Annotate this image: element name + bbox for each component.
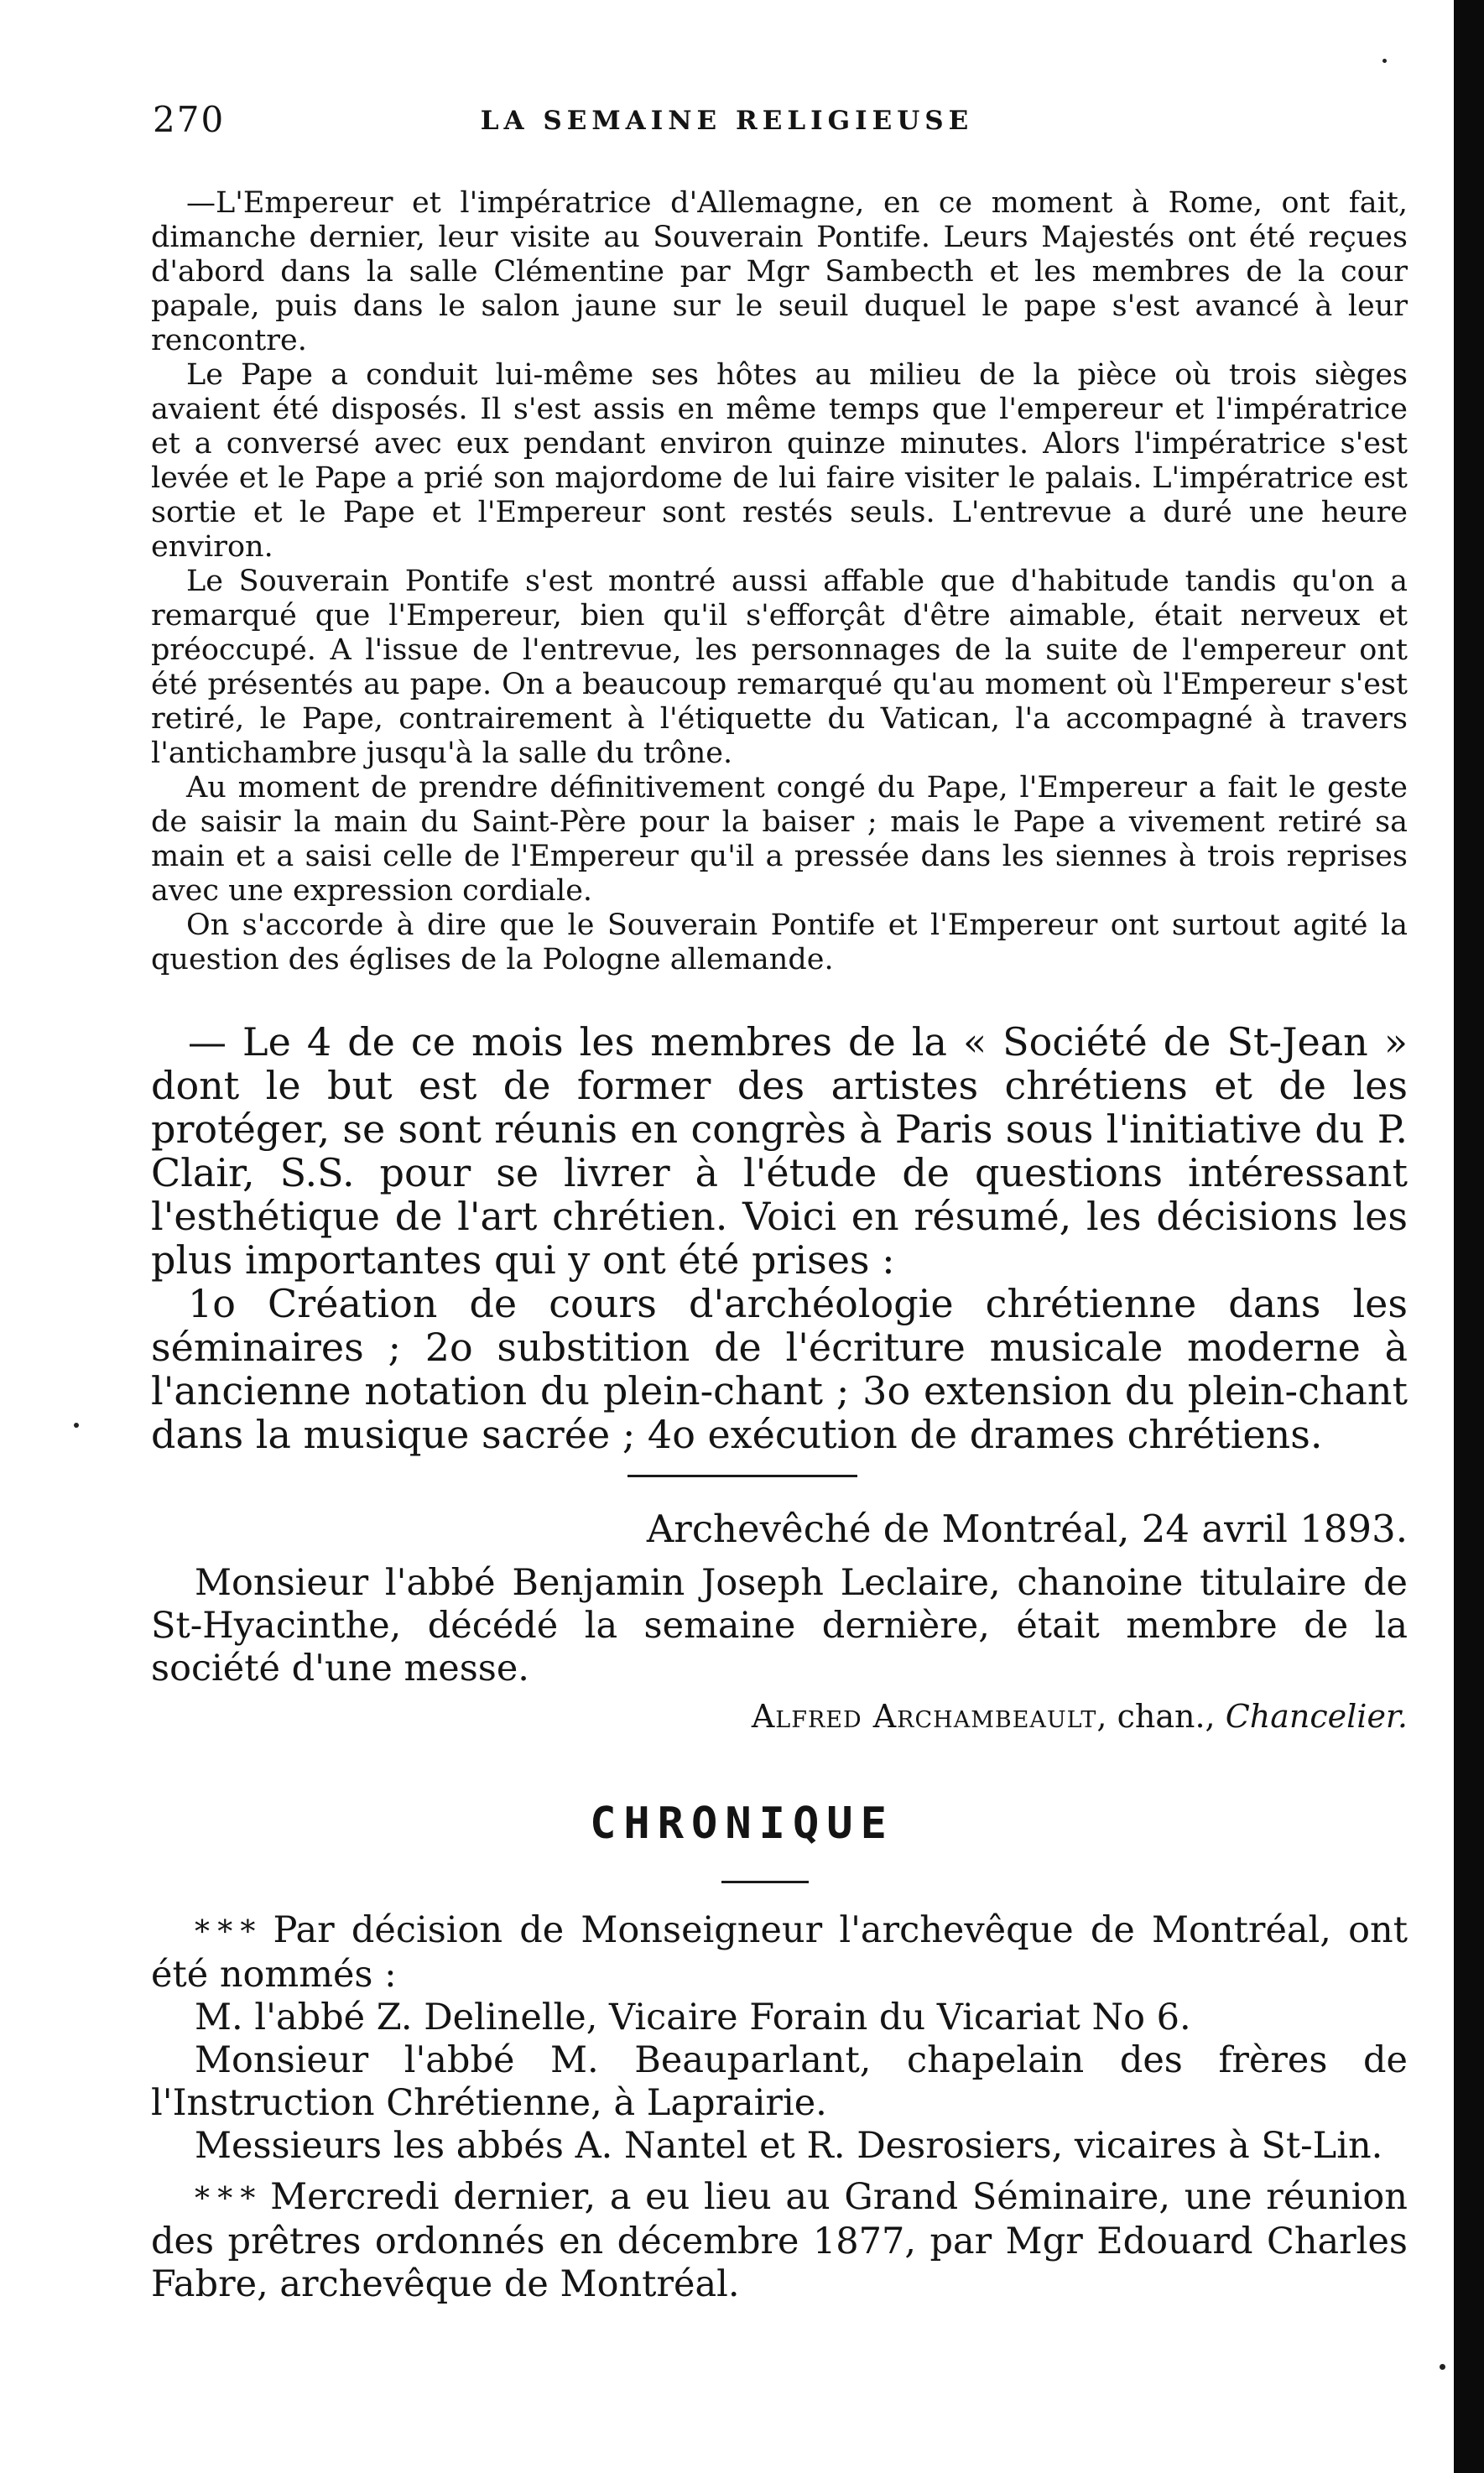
asterism-icon: * * * (195, 2182, 257, 2216)
section-divider (627, 1475, 857, 1477)
signature-title: , chan., (1096, 1698, 1226, 1735)
notice-body-block (151, 1562, 1408, 1690)
scan-speck (74, 1423, 79, 1428)
signature-office: Chancelier. (1225, 1698, 1408, 1735)
appointment: Messieurs les abbés A. Nantel et R. Desrosiers, vicaires à St-Lin. (195, 2125, 1383, 2167)
chronique-item (151, 2176, 1408, 2306)
paragraph: Au moment de prendre définitivement congé du Pape, l'Empereur a fait le geste de saisir la main du Saint-Père pour la baiser ; mais le Pape a vivement retiré sa main et a saisi celle de l'Empereur qu'il a pressée dans les siennes à trois reprises avec une expression cordiale. (151, 771, 1408, 908)
notice-body: Monsieur l'abbé Benjamin Joseph Leclaire, chanoine titulaire de St-Hyacinthe, décédé la semaine dernière, était membre de la société d'une messe. (151, 1562, 1408, 1689)
asterism-icon: * * * (195, 1915, 257, 1950)
paragraph: On s'accorde à dire que le Souverain Pontife et l'Empereur ont surtout agité la question des églises de la Pologne allemande. (151, 909, 1408, 976)
scan-edge-shadow (1454, 0, 1484, 2473)
appointment: M. l'abbé Z. Delinelle, Vicaire Forain du Vicariat No 6. (195, 1997, 1191, 2038)
item-text: Par décision de Monseigneur l'archevêque de Montréal, ont été nommés : (151, 1909, 1408, 1996)
paragraph: Le Souverain Pontife s'est montré aussi affable que d'habitude tandis qu'on a remarqué que l'Empereur, bien qu'il s'efforçât d'être aimable, était nerveux et préoccupé. A l'issue de l'entrevue, les personnages de la suite de l'empereur ont été présentés au pape. On a beaucoup remarqué qu'au moment où l'Empereur s'est retiré, le Pape, contrairement à l'étiquette du Vatican, l'a accompagné à travers l'antichambre jusqu'à la salle du trône. (151, 565, 1408, 770)
news-section-large (151, 1020, 1408, 1456)
chronique-heading: CHRONIQUE (590, 1799, 894, 1849)
signature-name: Alfred Archambeault (751, 1698, 1097, 1735)
paragraph: 1o Création de cours d'archéologie chrétienne dans les séminaires ; 2o substition de l'écriture musicale moderne à l'ancienne notation du plein-chant ; 3o extension du plein-chant dans la musique sacrée ; 4o exécution de drames chrétiens. (151, 1281, 1408, 1457)
notice-place-date: Archevêché de Montréal, 24 avril 1893. (646, 1507, 1408, 1551)
heading-rule (721, 1881, 809, 1883)
paragraph: — Le 4 de ce mois les membres de la « Société de St-Jean » dont le but est de former des artistes chrétiens et de les protéger, se sont réunis en congrès à Paris sous l'initiative du P. Clair, S.S. pour se livrer à l'étude de questions intéressant l'esthétique de l'art chrétien. Voici en résumé, les décisions les plus importantes qui y ont été prises : (151, 1019, 1408, 1283)
scan-speck (1440, 2364, 1445, 2370)
running-title: LA SEMAINE RELIGIEUSE (480, 106, 974, 136)
chronique-body (151, 1909, 1408, 2306)
appointment: Monsieur l'abbé M. Beauparlant, chapelain des frères de l'Instruction Chrétienne, à Laprairie. (151, 2039, 1408, 2124)
notice-signature (151, 1696, 1408, 1736)
item-text: Mercredi dernier, a eu lieu au Grand Séminaire, une réunion des prêtres ordonnés en décembre 1877, par Mgr Edouard Charles Fabre, archevêque de Montréal. (151, 2176, 1408, 2305)
paragraph: —L'Empereur et l'impératrice d'Allemagne, en ce moment à Rome, ont fait, dimanche dernier, leur visite au Souverain Pontife. Leurs Majestés ont été reçues d'abord dans la salle Clémentine par Mgr Sambecth et les membres de la cour papale, puis dans le salon jaune sur le seuil duquel le pape s'est avancé à leur rencontre. (151, 186, 1408, 357)
page-number: 270 (153, 99, 226, 140)
paragraph: Le Pape a conduit lui-même ses hôtes au milieu de la pièce où trois sièges avaient été disposés. Il s'est assis en même temps que l'empereur et l'impératrice et a conversé avec eux pendant environ quinze minutes. Alors l'impératrice s'est levée et le Pape a prié son majordome de lui faire visiter le palais. L'impératrice est sortie et le Pape et l'Empereur sont restés seuls. L'entrevue a duré une heure environ. (151, 358, 1408, 564)
scan-speck (1382, 59, 1387, 63)
news-section-small (151, 186, 1408, 977)
chronique-item (151, 1909, 1408, 1997)
